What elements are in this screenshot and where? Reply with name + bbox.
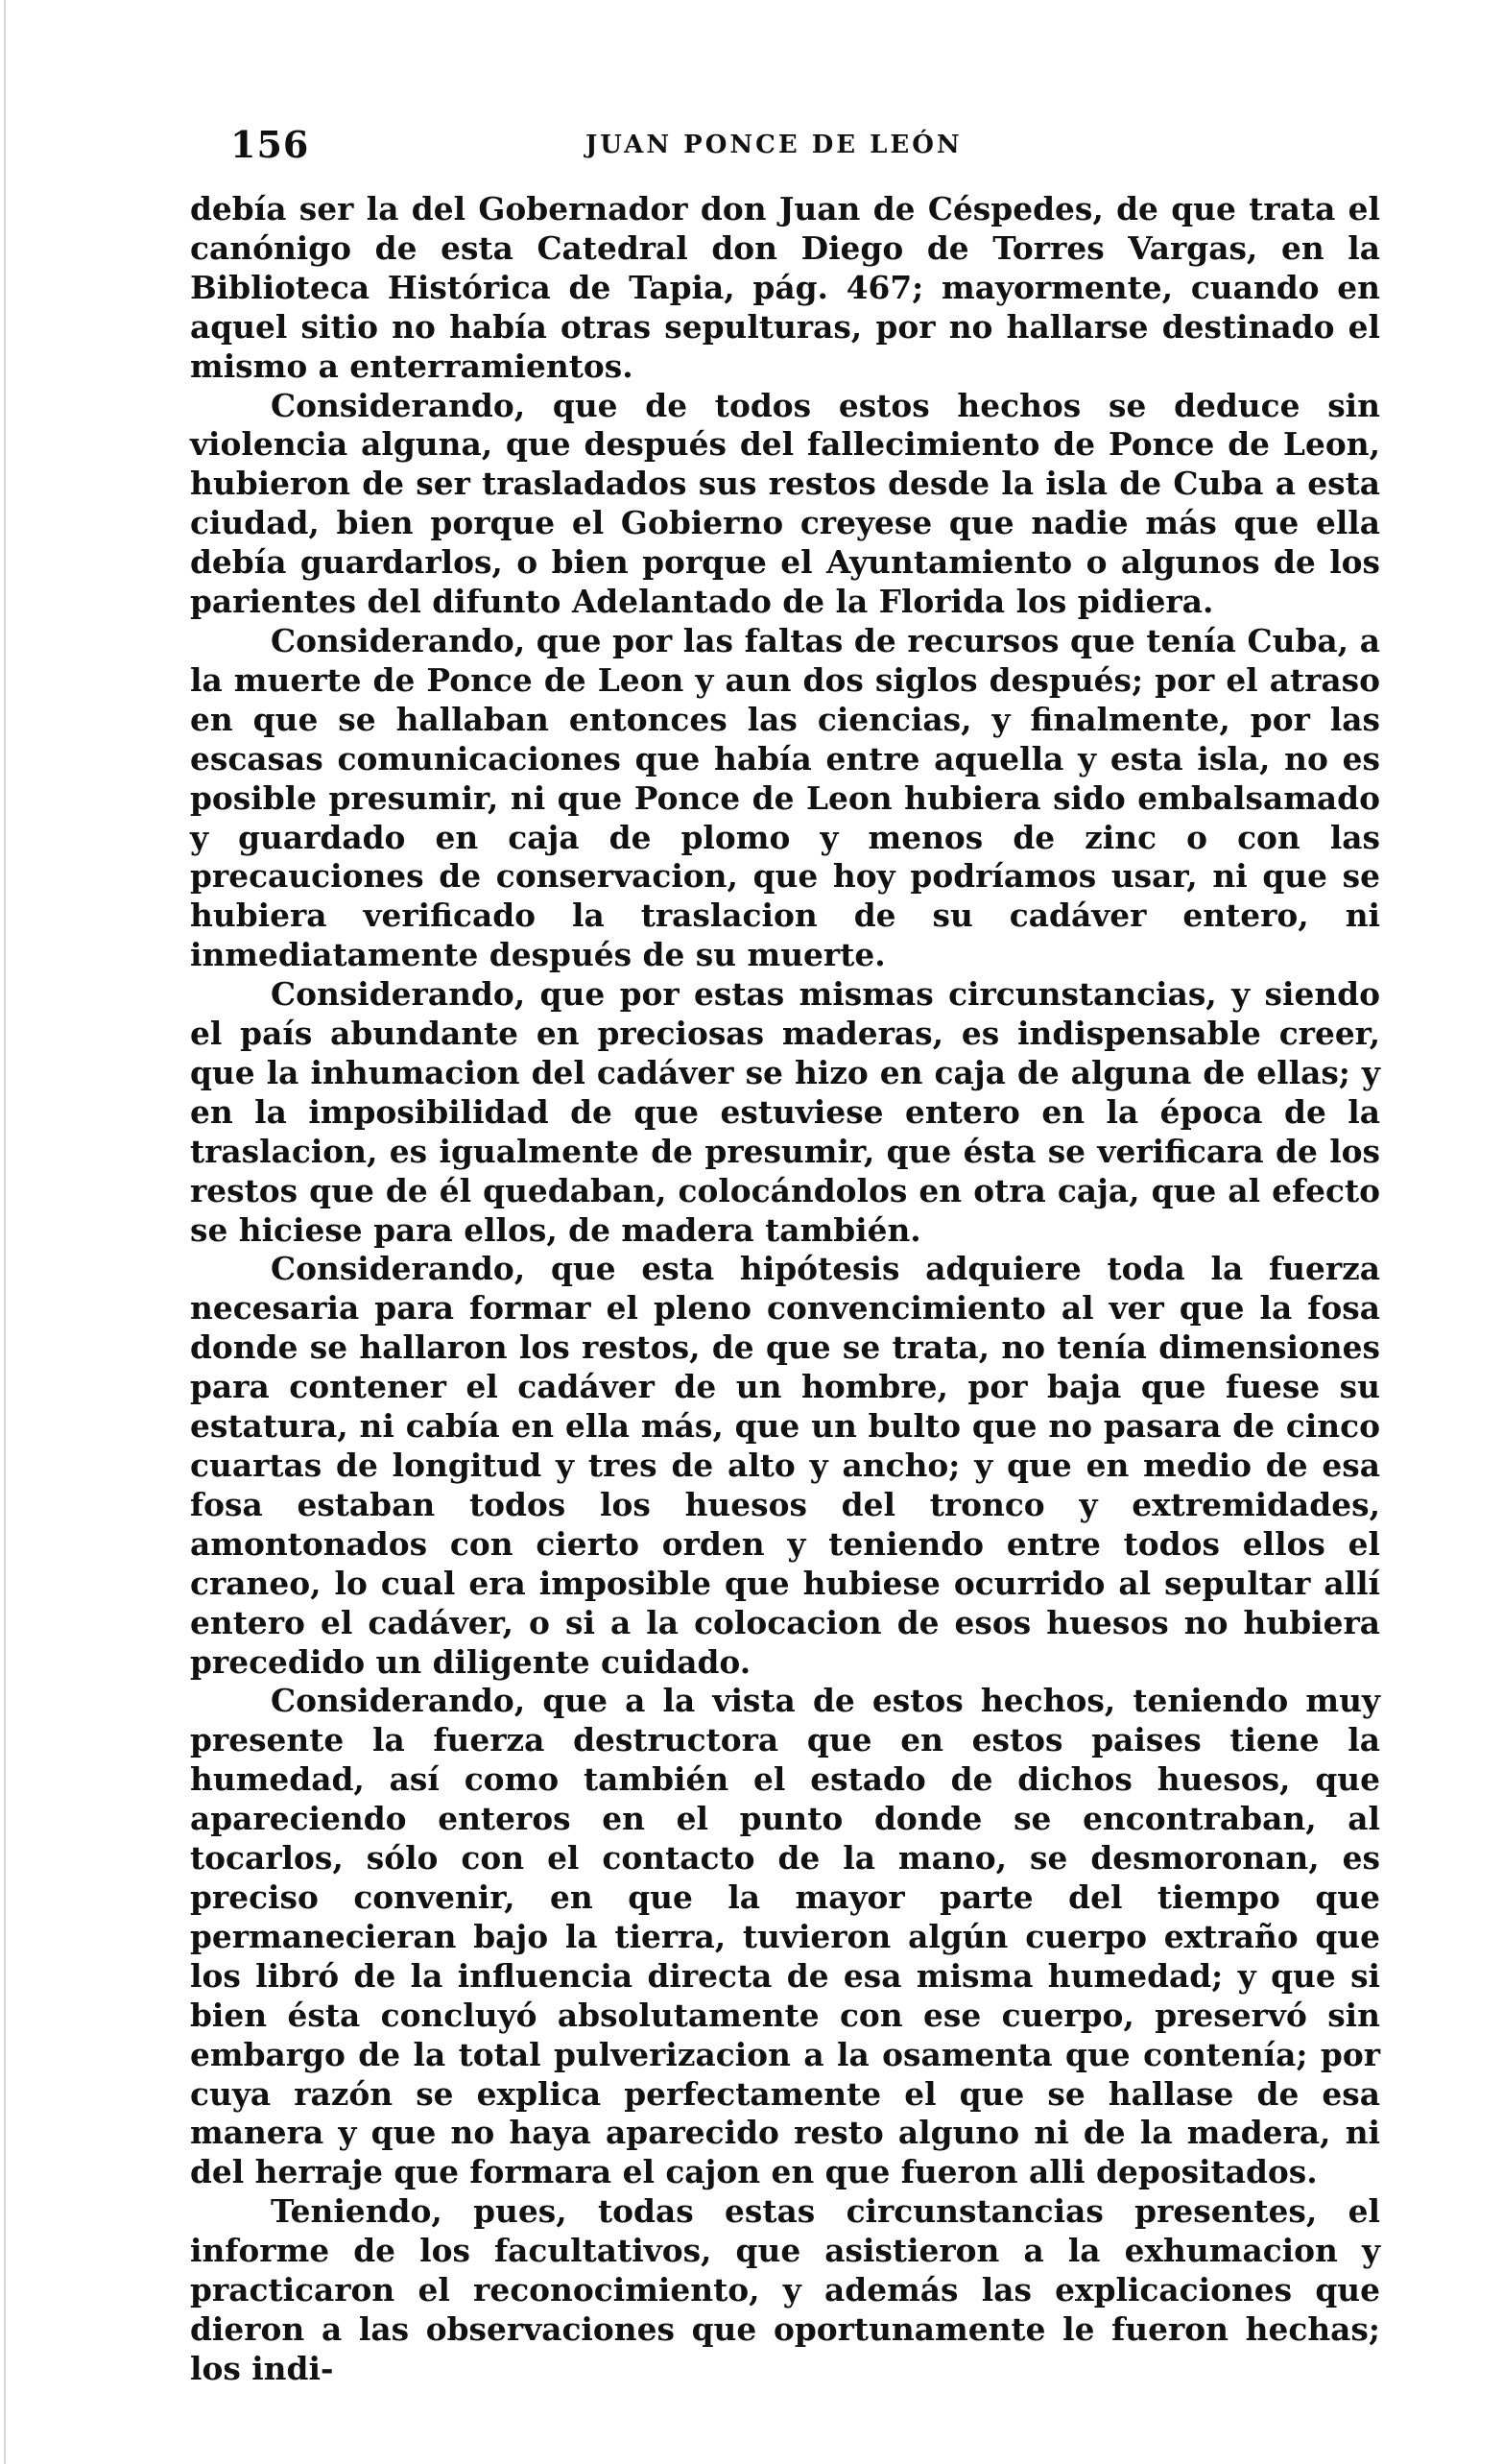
paragraph-considerando-4: Considerando, que esta hipótesis adquiere toda la fuerza necesaria para formar el pleno convencimiento al ver que la fosa donde se hallaron los restos, de que se trata, no tenía dimensiones para contener el cadáver de un hombre, por baja que fuese su estatura, ni cabía en ella más, que un bulto que no pasara de cinco cuartas de longitud y tres de alto y ancho; y que en medio de esa fosa estaban todos los huesos del tronco y extremidades, amontonados con cierto orden y teniendo entre todos ellos el craneo, lo cual era imposible que hubiese ocurrido al sepultar allí entero el cadáver, o si a la colocacion de esos huesos no hubiera precedido un diligente cuidado. bbox=[190, 1250, 1380, 1681]
paragraph-considerando-1: Considerando, que de todos estos hechos se deduce sin violencia alguna, que después del fallecimiento de Ponce de Leon, hubieron de ser trasladados sus restos desde la isla de Cuba a esta ciudad, bien porque el Gobierno creyese que nadie más que ella debía guardarlos, o bien porque el Ayuntamiento o algunos de los parientes del difunto Adelantado de la Florida los pidiera. bbox=[190, 386, 1380, 621]
paragraph-considerando-2: Considerando, que por las faltas de recursos que tenía Cuba, a la muerte de Ponce de Leon y aun dos siglos después; por el atraso en que se hallaban entonces las ciencias, y finalmente, por las escasas comunicaciones que había entre aquella y esta isla, no es posible presumir, ni que Ponce de Leon hubiera sido embalsamado y guardado en caja de plomo y menos de zinc o con las precauciones de conservacion, que hoy podríamos usar, ni que se hubiera verificado la traslacion de su cadáver entero, ni inmediatamente después de su muerte. bbox=[190, 621, 1380, 974]
paragraph-continuation: debía ser la del Gobernador don Juan de Céspedes, de que trata el canónigo de esta Catedral don Diego de Torres Vargas, en la Biblioteca Histórica de Tapia, pág. 467; mayormente, cuando en aquel sitio no había otras sepulturas, por no hallarse destinado el mismo a enterramientos. bbox=[190, 190, 1380, 385]
page-header bbox=[230, 123, 1372, 180]
running-head: JUAN PONCE DE LEÓN bbox=[585, 131, 963, 159]
paragraph-considerando-3: Considerando, que por estas mismas circunstancias, y siendo el país abundante en preciosas maderas, es indispensable creer, que la inhumacion del cadáver se hizo en caja de alguna de ellas; y en la imposibilidad de que estuviese entero en la época de la traslacion, es igualmente de presumir, que ésta se verificara de los restos que de él quedaban, colocándolos en otra caja, que al efecto se hiciese para ellos, de madera también. bbox=[190, 975, 1380, 1249]
paragraph-considerando-5: Considerando, que a la vista de estos hechos, teniendo muy presente la fuerza destructora que en estos paises tiene la humedad, así como también el estado de dichos huesos, que apareciendo enteros en el punto donde se encontraban, al tocarlos, sólo con el contacto de la mano, se desmoronan, es preciso convenir, en que la mayor parte del tiempo que permanecieran bajo la tierra, tuvieron algún cuerpo extraño que los libró de la influencia directa de esa misma humedad; y que si bien ésta concluyó absolutamente con ese cuerpo, preservó sin embargo de la total pulverizacion a la osamenta que contenía; por cuya razón se explica perfectamente el que se hallase de esa manera y que no haya aparecido resto alguno ni de la madera, ni del herraje que formara el cajon en que fueron alli depositados. bbox=[190, 1682, 1380, 2191]
page-edge-line bbox=[4, 0, 6, 2464]
paragraph-teniendo: Teniendo, pues, todas estas circunstancias presentes, el informe de los facultativos, que asistieron a la exhumacion y practicaron el reconocimiento, y además las explicaciones que dieron a las observaciones que oportunamente le fueron hechas; los indi- bbox=[190, 2192, 1380, 2387]
body-text bbox=[190, 190, 1380, 2389]
page-number: 156 bbox=[230, 123, 310, 166]
